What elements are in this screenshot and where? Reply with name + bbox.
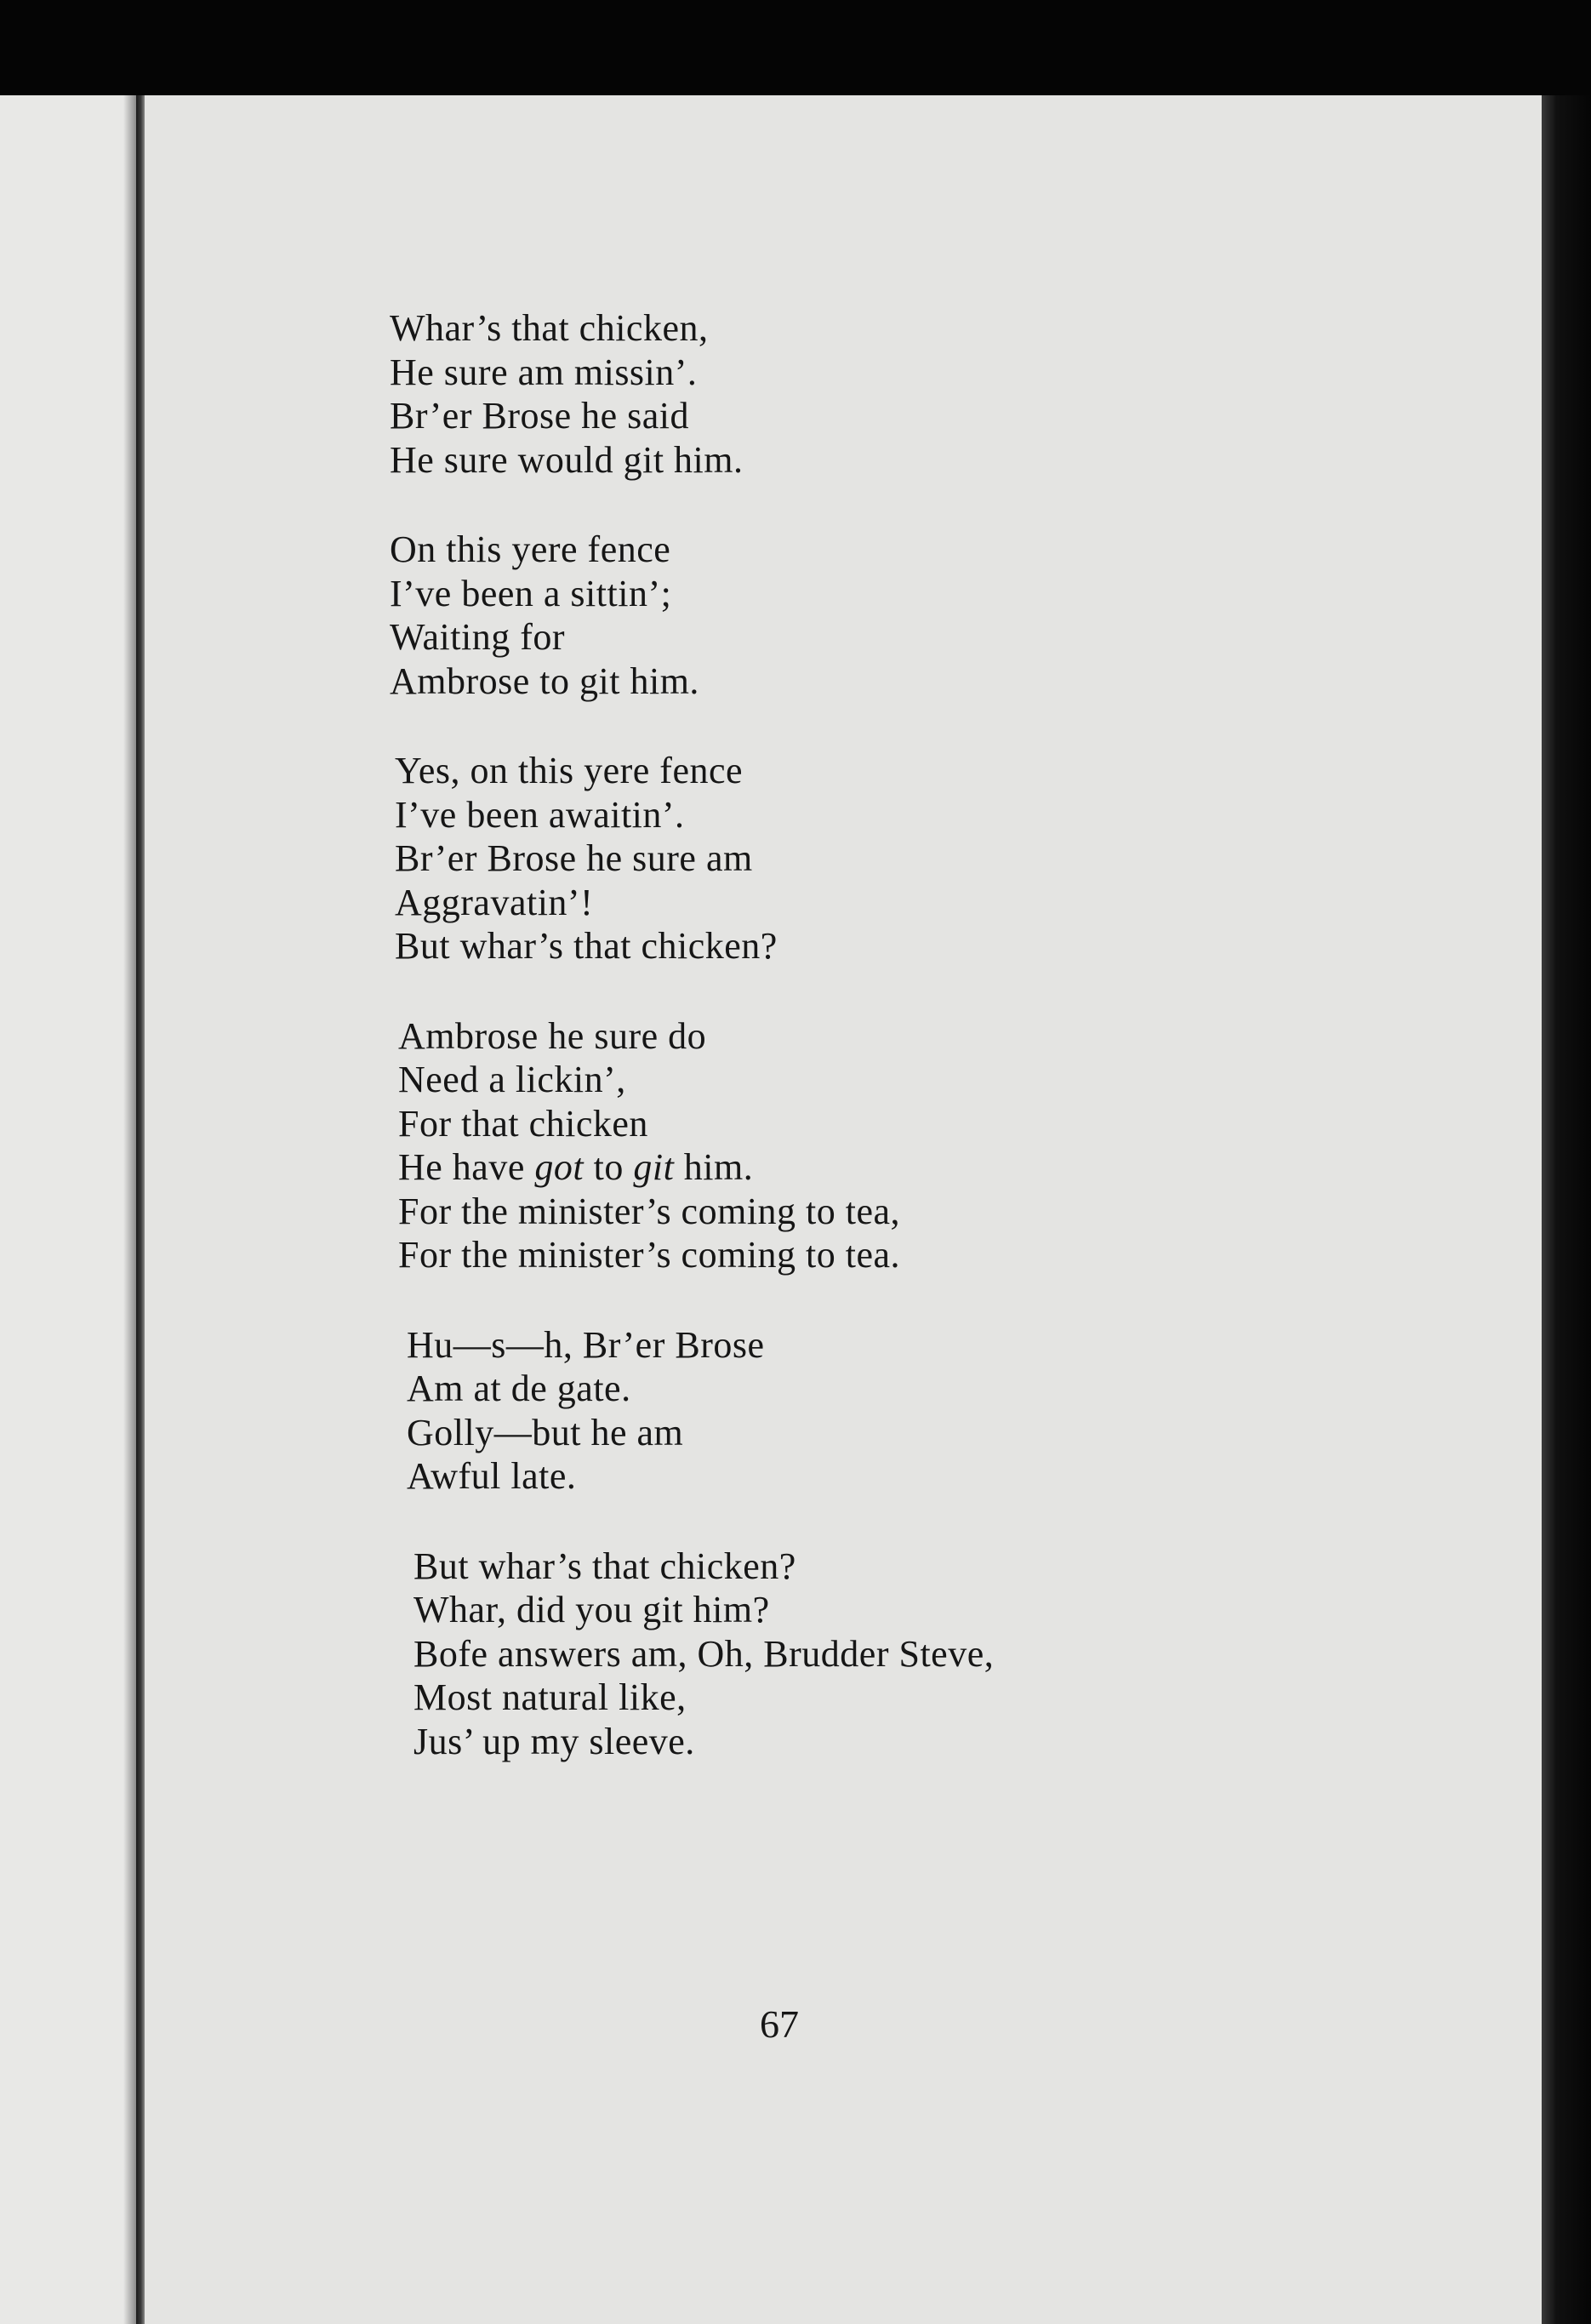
poem-line: On this yere fence [390, 528, 671, 570]
poem-line: I’ve been a sittin’; [390, 572, 672, 614]
line-part: him. [674, 1146, 754, 1188]
line-part: He have [398, 1146, 535, 1188]
poem-line: I’ve been awaitin’. [395, 793, 685, 836]
poem-line: For the minister’s coming to tea, [398, 1190, 901, 1232]
poem-line: He sure would git him. [390, 438, 744, 481]
poem-line: He sure am missin’. [390, 351, 698, 393]
poem-line: Yes, on this yere fence [395, 750, 744, 791]
poem-line: Bofe answers am, Oh, Brudder Steve, [413, 1632, 995, 1675]
emphasis-word: git [633, 1146, 675, 1188]
page-number: 67 [760, 2002, 799, 2046]
poem-line: Whar, did you git him? [413, 1589, 770, 1630]
gutter-shadow [123, 95, 136, 2324]
poem-line: Ambrose he sure do [398, 1014, 707, 1057]
poem-line: Br’er Brose he said [390, 395, 690, 437]
poem-line: Need a lickin’, [398, 1059, 626, 1100]
stanza-4 [398, 1014, 1240, 1277]
stanza-1 [390, 306, 1240, 482]
poem-text [390, 306, 1240, 1809]
poem-line: Waiting for [390, 616, 566, 658]
poem-line: Jus’ up my sleeve. [413, 1720, 695, 1762]
poem-line: Br’er Brose he sure am [395, 837, 753, 879]
poem-line: Awful late. [407, 1455, 577, 1497]
page-right-edge [1542, 95, 1591, 2324]
poem-line: But whar’s that chicken? [413, 1545, 796, 1587]
poem-line: For the minister’s coming to tea. [398, 1234, 901, 1276]
facing-page-edge [0, 95, 136, 2324]
stanza-2 [390, 528, 1240, 703]
poem-line: For that chicken [398, 1102, 648, 1145]
poem-line: Am at de gate. [407, 1368, 631, 1409]
emphasis-word: got [534, 1146, 585, 1188]
poem-line: Ambrose to git him. [390, 660, 699, 702]
stanza-5 [407, 1323, 1240, 1499]
poem-line-emphasis [398, 1145, 1240, 1190]
poem-line: Aggravatin’! [395, 881, 594, 923]
poem-line: But whar’s that chicken? [395, 925, 778, 967]
poem-line: Most natural like, [413, 1676, 687, 1718]
poem-line: Golly—but he am [407, 1411, 684, 1453]
poem-line: Whar’s that chicken, [390, 307, 709, 349]
poem-line: Hu—s—h, Br’er Brose [407, 1323, 765, 1366]
stanza-6 [413, 1545, 1240, 1764]
stanza-3 [395, 749, 1240, 968]
line-part: to [584, 1146, 634, 1188]
